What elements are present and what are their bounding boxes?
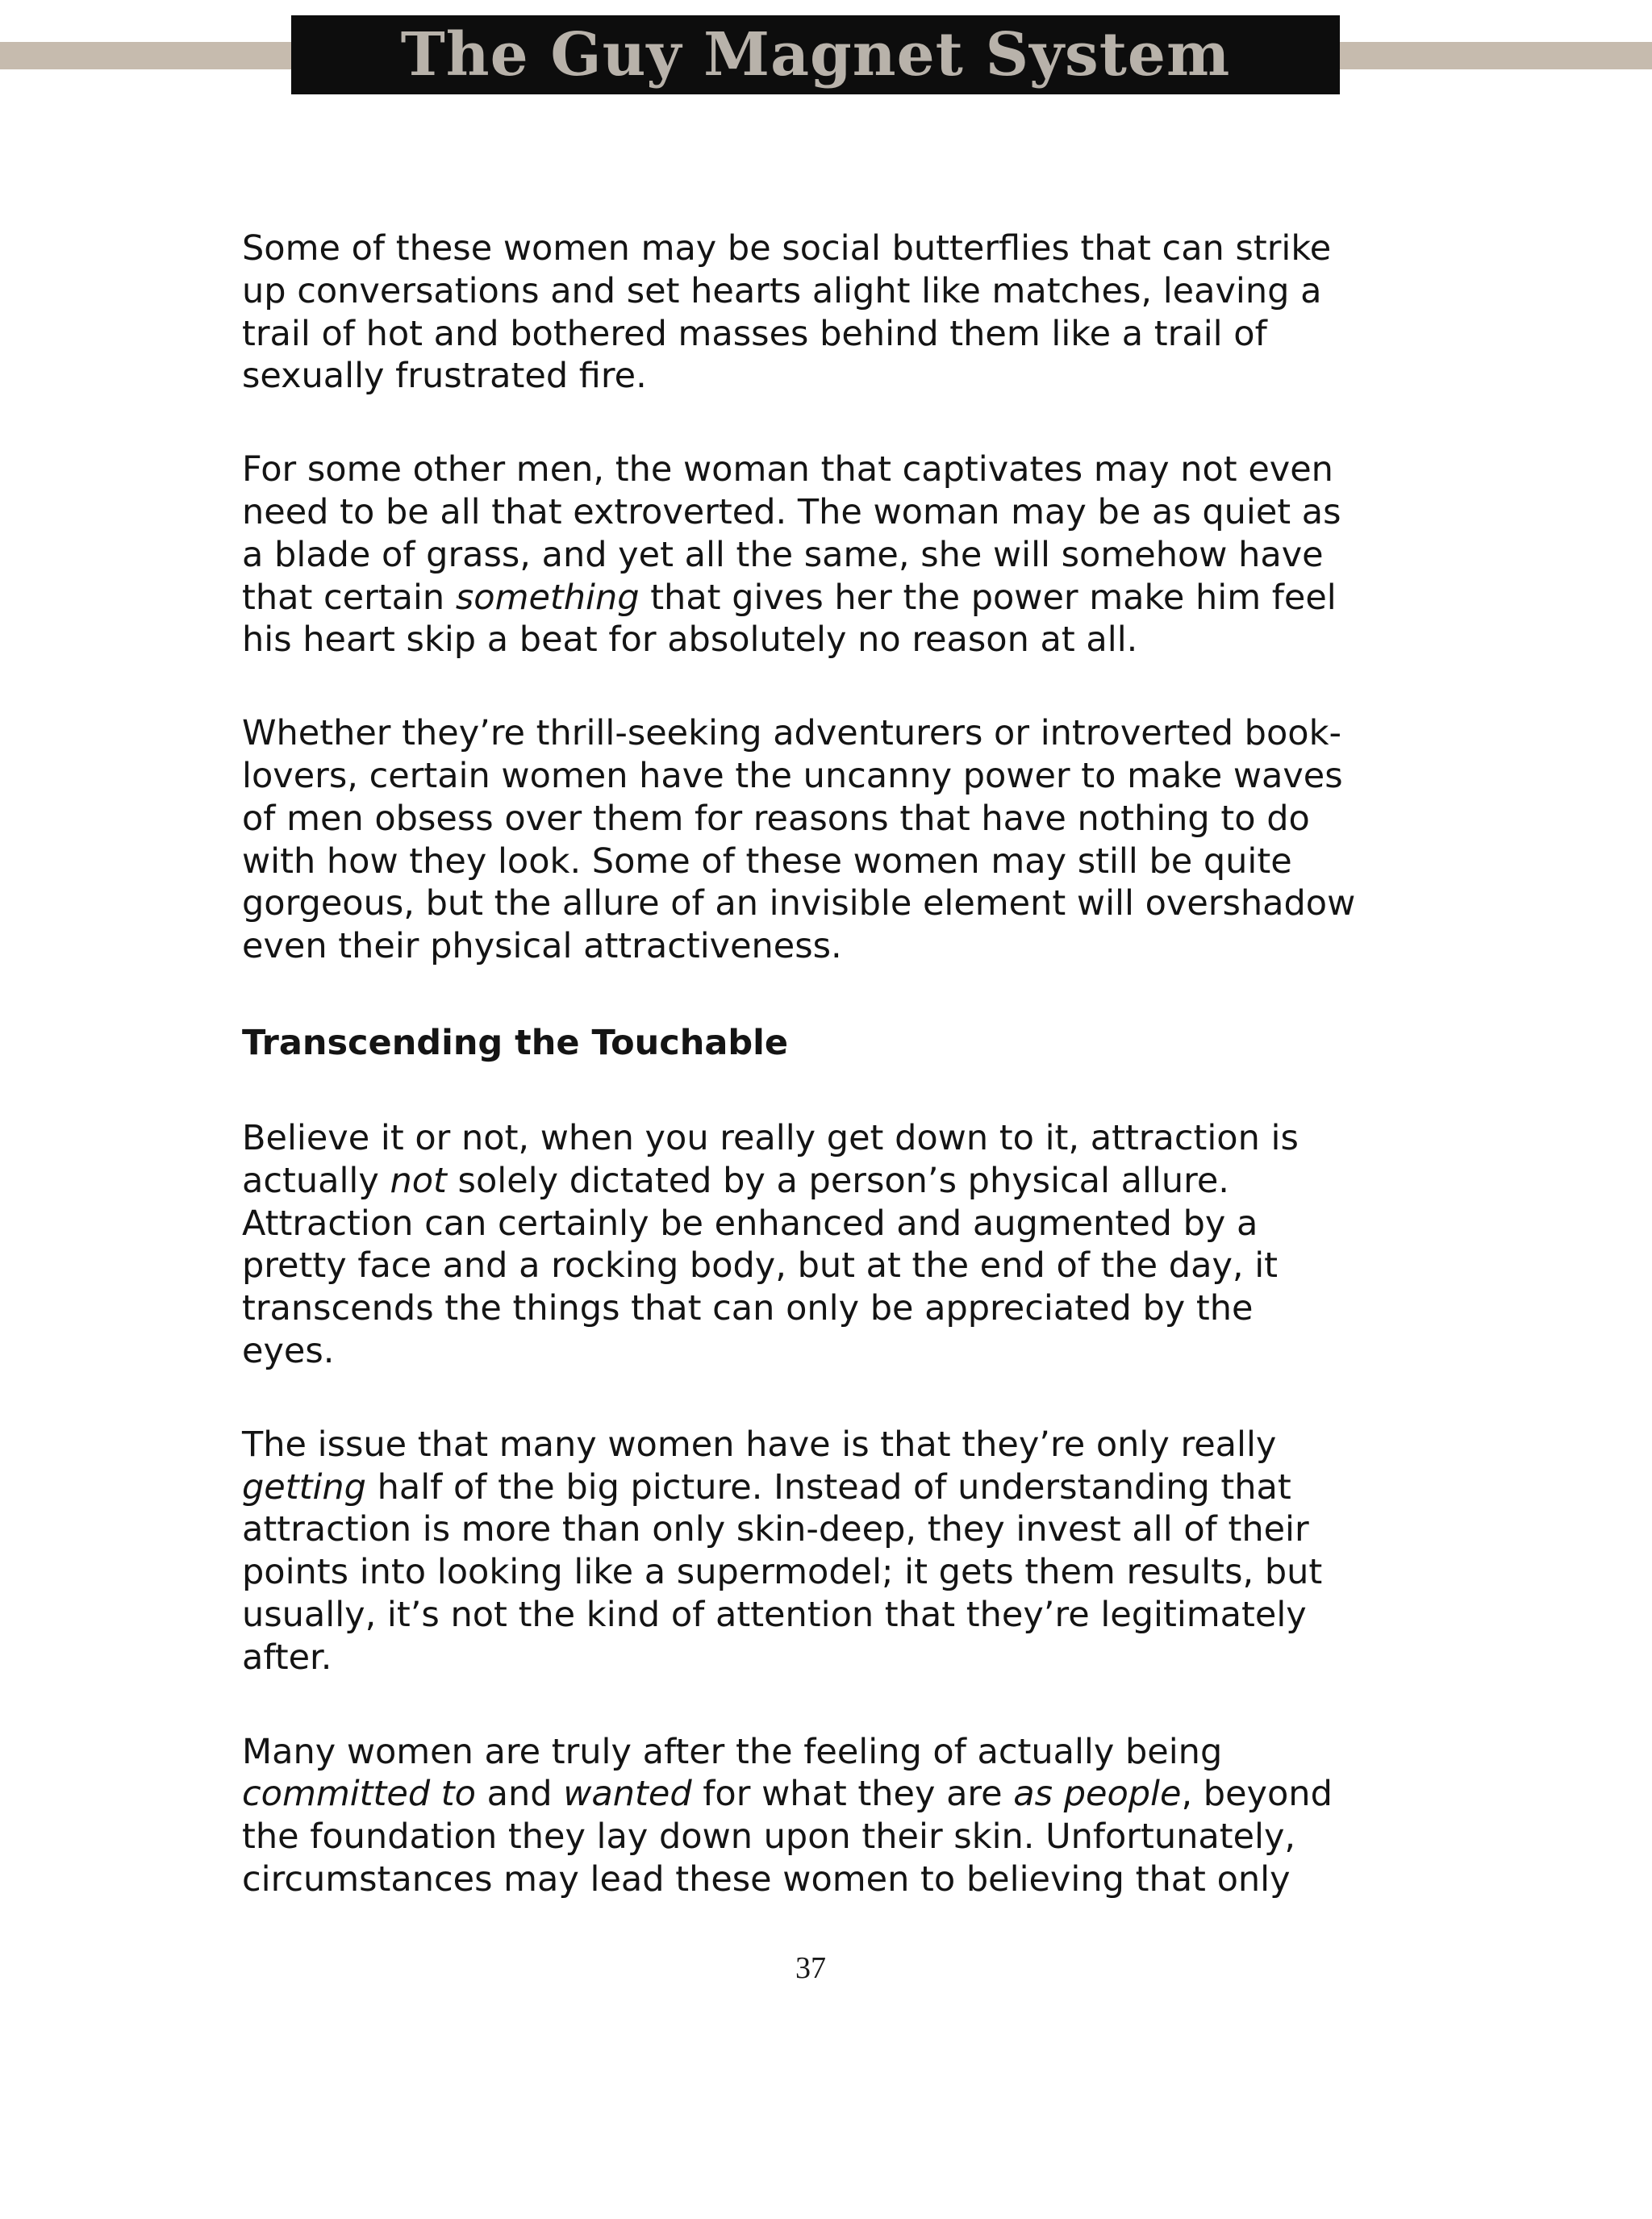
text-line: up conversations and set hearts alight like matches, leaving a	[242, 270, 1322, 311]
header-banner	[291, 15, 1340, 94]
italic-emphasis: as people	[1013, 1774, 1182, 1815]
text-line: Believe it or not, when you really get down to it, attraction is	[242, 1117, 1299, 1158]
text-line: sexually frustrated fire.	[242, 356, 647, 397]
paragraph-6	[242, 1731, 1387, 1901]
text-line: lovers, certain women have the uncanny power to make waves	[242, 755, 1343, 796]
text-line	[242, 1466, 1387, 1509]
book-title: The Guy Magnet System	[400, 20, 1231, 90]
italic-emphasis: getting	[242, 1466, 366, 1508]
text-run: that certain	[242, 577, 456, 618]
paragraph-5	[242, 1424, 1387, 1679]
text-line: eyes.	[242, 1330, 335, 1371]
text-line: his heart skip a beat for absolutely no reason at all.	[242, 619, 1138, 661]
text-run: , beyond	[1181, 1774, 1333, 1815]
text-line: Many women are truly after the feeling of actually being	[242, 1731, 1223, 1772]
italic-emphasis: something	[455, 577, 640, 618]
text-line: after.	[242, 1637, 332, 1678]
text-line: the foundation they lay down upon their skin. Unfortunately,	[242, 1816, 1296, 1858]
paragraph-3	[242, 712, 1387, 968]
text-line: of men obsess over them for reasons that have nothing to do	[242, 798, 1310, 839]
text-run: half of the big picture. Instead of understanding that	[365, 1466, 1291, 1508]
text-line: a blade of grass, and yet all the same, she will somehow have	[242, 534, 1324, 575]
text-run: and	[475, 1774, 564, 1815]
text-run: actually	[242, 1160, 390, 1201]
text-line: even their physical attractiveness.	[242, 926, 842, 967]
text-line: pretty face and a rocking body, but at the end of the day, it	[242, 1245, 1279, 1287]
page-number: 37	[795, 1951, 826, 1985]
text-line: gorgeous, but the allure of an invisible element will overshadow	[242, 883, 1356, 924]
text-line	[242, 1773, 1387, 1816]
text-line	[242, 1160, 1387, 1203]
italic-emphasis: wanted	[563, 1774, 692, 1815]
text-line: with how they look. Some of these women may still be quite	[242, 840, 1292, 882]
text-line: need to be all that extroverted. The woman may be as quiet as	[242, 491, 1341, 532]
text-run: solely dictated by a person’s physical allure.	[446, 1160, 1229, 1201]
text-line: trail of hot and bothered masses behind them like a trail of	[242, 313, 1267, 354]
italic-emphasis: committed to	[242, 1774, 476, 1815]
text-run: that gives her the power make him feel	[639, 577, 1337, 618]
text-line: circumstances may lead these women to believing that only	[242, 1858, 1291, 1900]
text-line	[242, 577, 1387, 619]
text-line: For some other men, the woman that captivates may not even	[242, 449, 1333, 490]
paragraph-2	[242, 448, 1387, 661]
text-line: attraction is more than only skin-deep, they invest all of their	[242, 1509, 1309, 1550]
section-heading: Transcending the Touchable	[242, 1022, 789, 1063]
paragraph-1	[242, 227, 1387, 398]
text-run: for what they are	[691, 1774, 1014, 1815]
paragraph-4	[242, 1117, 1387, 1373]
text-line: Some of these women may be social butterflies that can strike	[242, 228, 1332, 269]
text-line: The issue that many women have is that they’re only really	[242, 1424, 1277, 1465]
text-line: Whether they’re thrill-seeking adventurers or introverted book-	[242, 713, 1342, 754]
text-line: Attraction can certainly be enhanced and augmented by a	[242, 1203, 1258, 1244]
page-body	[242, 227, 1387, 1901]
text-line: usually, it’s not the kind of attention that they’re legitimately	[242, 1594, 1307, 1635]
italic-emphasis: not	[390, 1160, 447, 1201]
text-line: transcends the things that can only be appreciated by the	[242, 1288, 1254, 1329]
text-line: points into looking like a supermodel; it gets them results, but	[242, 1552, 1323, 1593]
